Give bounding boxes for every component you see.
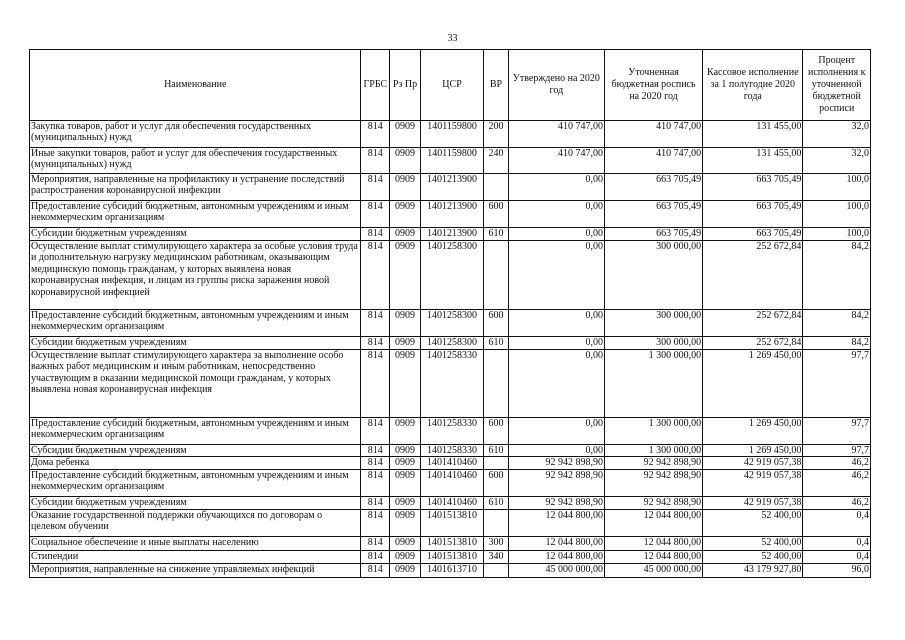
row-percent: 97,7 [803, 445, 871, 457]
header-cash: Кассовое исполнение за 1 полугодие 2020 года [703, 50, 803, 121]
row-vr: 610 [484, 228, 509, 241]
row-name: Предоставление субсидий бюджетным, автономным учреждениям и иным некоммерческим организациям [30, 469, 361, 496]
header-row [30, 50, 871, 121]
table-row [30, 445, 871, 457]
row-name: Мероприятия, направленные на профилактику и устранение последствий распространения коронавирусной инфекции [30, 174, 361, 201]
row-csr: 1401613710 [420, 563, 483, 577]
row-percent: 46,2 [803, 457, 871, 469]
row-approved: 410 747,00 [508, 121, 604, 148]
row-percent: 0,4 [803, 536, 871, 550]
row-csr: 1401410460 [420, 496, 483, 509]
row-name: Осуществление выплат стимулирующего характера за выполнение особо важных работ медицинским и иным работникам, непосредственно участвующим в оказании медицинской помощи гражданам, у которых выявлена новая коронавирусная инфекция [30, 350, 361, 418]
row-cash: 1 269 450,00 [703, 418, 803, 445]
row-vr [484, 457, 509, 469]
row-grbs: 814 [361, 550, 390, 563]
row-csr: 1401213900 [420, 228, 483, 241]
table-row [30, 310, 871, 337]
row-grbs: 814 [361, 496, 390, 509]
row-vr: 340 [484, 550, 509, 563]
row-grbs: 814 [361, 563, 390, 577]
table-row [30, 241, 871, 310]
row-name: Оказание государственной поддержки обучающихся по договорам о целевом обучении [30, 509, 361, 536]
header-rzpr: Рз Пр [390, 50, 421, 121]
budget-table [29, 49, 871, 578]
row-percent: 100,0 [803, 228, 871, 241]
page-number: 33 [447, 33, 458, 44]
table-row [30, 457, 871, 469]
row-vr [484, 563, 509, 577]
row-percent: 97,7 [803, 350, 871, 418]
row-refined: 300 000,00 [604, 337, 702, 350]
row-vr: 610 [484, 445, 509, 457]
row-rzpr: 0909 [390, 496, 421, 509]
row-csr: 1401513810 [420, 536, 483, 550]
row-cash: 252 672,84 [703, 241, 803, 310]
row-grbs: 814 [361, 228, 390, 241]
row-approved: 0,00 [508, 418, 604, 445]
row-name: Социальное обеспечение и иные выплаты населению [30, 536, 361, 550]
row-rzpr: 0909 [390, 563, 421, 577]
row-rzpr: 0909 [390, 469, 421, 496]
row-vr: 600 [484, 469, 509, 496]
table-row [30, 174, 871, 201]
row-refined: 663 705,49 [604, 174, 702, 201]
header-percent: Процент исполнения к уточненной бюджетной росписи [803, 50, 871, 121]
row-vr [484, 241, 509, 310]
row-refined: 663 705,49 [604, 228, 702, 241]
row-percent: 84,2 [803, 241, 871, 310]
row-name: Дома ребенка [30, 457, 361, 469]
row-refined: 300 000,00 [604, 310, 702, 337]
table-body [30, 121, 871, 578]
row-refined: 45 000 000,00 [604, 563, 702, 577]
table-row [30, 228, 871, 241]
row-csr: 1401213900 [420, 201, 483, 228]
row-percent: 100,0 [803, 201, 871, 228]
row-percent: 46,2 [803, 469, 871, 496]
row-csr: 1401258330 [420, 350, 483, 418]
row-name: Субсидии бюджетным учреждениям [30, 445, 361, 457]
table-row [30, 121, 871, 148]
row-rzpr: 0909 [390, 148, 421, 174]
row-grbs: 814 [361, 337, 390, 350]
table-row [30, 350, 871, 418]
row-approved: 0,00 [508, 310, 604, 337]
row-cash: 663 705,49 [703, 201, 803, 228]
table-row [30, 148, 871, 174]
table-row [30, 509, 871, 536]
row-cash: 1 269 450,00 [703, 445, 803, 457]
row-refined: 1 300 000,00 [604, 445, 702, 457]
row-refined: 92 942 898,90 [604, 469, 702, 496]
row-vr [484, 350, 509, 418]
row-name: Осуществление выплат стимулирующего характера за особые условия труда и дополнительную нагрузку медицинским работникам, оказывающим медицинскую помощь гражданам, у которых выявлена новая коронавирусная инфекция, и лицам из группы риска заражения новой коронавирусной инфекцией [30, 241, 361, 310]
table-row [30, 418, 871, 445]
row-refined: 12 044 800,00 [604, 509, 702, 536]
row-cash: 52 400,00 [703, 550, 803, 563]
row-grbs: 814 [361, 509, 390, 536]
row-vr: 600 [484, 201, 509, 228]
row-refined: 92 942 898,90 [604, 496, 702, 509]
row-vr: 600 [484, 310, 509, 337]
row-approved: 12 044 800,00 [508, 509, 604, 536]
header-refined: Уточненная бюджетная роспись на 2020 год [604, 50, 702, 121]
row-refined: 12 044 800,00 [604, 536, 702, 550]
row-percent: 32,0 [803, 121, 871, 148]
row-cash: 43 179 927,80 [703, 563, 803, 577]
row-cash: 131 455,00 [703, 121, 803, 148]
row-approved: 0,00 [508, 228, 604, 241]
row-name: Стипендии [30, 550, 361, 563]
row-refined: 410 747,00 [604, 121, 702, 148]
row-grbs: 814 [361, 418, 390, 445]
row-csr: 1401410460 [420, 457, 483, 469]
row-grbs: 814 [361, 536, 390, 550]
header-vr: ВР [484, 50, 509, 121]
row-name: Предоставление субсидий бюджетным, автономным учреждениям и иным некоммерческим организациям [30, 201, 361, 228]
header-csr: ЦСР [420, 50, 483, 121]
row-csr: 1401258330 [420, 445, 483, 457]
row-rzpr: 0909 [390, 241, 421, 310]
table-row [30, 536, 871, 550]
row-approved: 0,00 [508, 337, 604, 350]
table-row [30, 496, 871, 509]
row-grbs: 814 [361, 174, 390, 201]
header-name: Наименование [30, 50, 361, 121]
row-cash: 42 919 057,38 [703, 457, 803, 469]
table-row [30, 469, 871, 496]
row-vr: 240 [484, 148, 509, 174]
row-cash: 52 400,00 [703, 536, 803, 550]
row-grbs: 814 [361, 457, 390, 469]
row-grbs: 814 [361, 201, 390, 228]
row-refined: 92 942 898,90 [604, 457, 702, 469]
row-percent: 84,2 [803, 310, 871, 337]
row-approved: 0,00 [508, 201, 604, 228]
row-refined: 663 705,49 [604, 201, 702, 228]
row-vr: 300 [484, 536, 509, 550]
row-rzpr: 0909 [390, 536, 421, 550]
row-csr: 1401513810 [420, 550, 483, 563]
table-row [30, 337, 871, 350]
row-grbs: 814 [361, 445, 390, 457]
row-grbs: 814 [361, 310, 390, 337]
row-approved: 12 044 800,00 [508, 550, 604, 563]
row-cash: 663 705,49 [703, 228, 803, 241]
row-approved: 45 000 000,00 [508, 563, 604, 577]
row-cash: 42 919 057,38 [703, 469, 803, 496]
row-csr: 1401258300 [420, 310, 483, 337]
row-rzpr: 0909 [390, 310, 421, 337]
row-grbs: 814 [361, 148, 390, 174]
row-name: Мероприятия, направленные на снижение управляемых инфекций [30, 563, 361, 577]
row-rzpr: 0909 [390, 201, 421, 228]
row-percent: 0,4 [803, 550, 871, 563]
row-csr: 1401159800 [420, 121, 483, 148]
row-name: Предоставление субсидий бюджетным, автономным учреждениям и иным некоммерческим организациям [30, 310, 361, 337]
row-csr: 1401213900 [420, 174, 483, 201]
row-percent: 0,4 [803, 509, 871, 536]
row-name: Субсидии бюджетным учреждениям [30, 496, 361, 509]
row-vr [484, 509, 509, 536]
row-approved: 0,00 [508, 445, 604, 457]
row-csr: 1401258330 [420, 418, 483, 445]
row-approved: 12 044 800,00 [508, 536, 604, 550]
row-approved: 0,00 [508, 350, 604, 418]
row-refined: 300 000,00 [604, 241, 702, 310]
table-row [30, 550, 871, 563]
row-grbs: 814 [361, 469, 390, 496]
row-percent: 32,0 [803, 148, 871, 174]
row-rzpr: 0909 [390, 418, 421, 445]
row-rzpr: 0909 [390, 337, 421, 350]
row-percent: 96,0 [803, 563, 871, 577]
row-grbs: 814 [361, 241, 390, 310]
header-grbs: ГРБС [361, 50, 390, 121]
row-refined: 410 747,00 [604, 148, 702, 174]
row-grbs: 814 [361, 350, 390, 418]
row-name: Закупка товаров, работ и услуг для обеспечения государственных (муниципальных) нужд [30, 121, 361, 148]
table-row [30, 201, 871, 228]
row-cash: 42 919 057,38 [703, 496, 803, 509]
row-grbs: 814 [361, 121, 390, 148]
table-row [30, 563, 871, 577]
row-cash: 252 672,84 [703, 337, 803, 350]
row-vr: 200 [484, 121, 509, 148]
row-rzpr: 0909 [390, 350, 421, 418]
row-percent: 84,2 [803, 337, 871, 350]
row-rzpr: 0909 [390, 174, 421, 201]
row-name: Субсидии бюджетным учреждениям [30, 337, 361, 350]
row-approved: 92 942 898,90 [508, 457, 604, 469]
row-rzpr: 0909 [390, 509, 421, 536]
row-csr: 1401258300 [420, 337, 483, 350]
row-refined: 1 300 000,00 [604, 350, 702, 418]
row-cash: 52 400,00 [703, 509, 803, 536]
row-rzpr: 0909 [390, 228, 421, 241]
row-name: Предоставление субсидий бюджетным, автономным учреждениям и иным некоммерческим организациям [30, 418, 361, 445]
row-name: Иные закупки товаров, работ и услуг для обеспечения государственных (муниципальных) нужд [30, 148, 361, 174]
row-cash: 663 705,49 [703, 174, 803, 201]
row-percent: 100,0 [803, 174, 871, 201]
row-vr: 610 [484, 337, 509, 350]
row-name: Субсидии бюджетным учреждениям [30, 228, 361, 241]
row-rzpr: 0909 [390, 550, 421, 563]
header-approved: Утверждено на 2020 год [508, 50, 604, 121]
row-approved: 410 747,00 [508, 148, 604, 174]
row-refined: 1 300 000,00 [604, 418, 702, 445]
row-vr [484, 174, 509, 201]
row-approved: 92 942 898,90 [508, 469, 604, 496]
row-approved: 0,00 [508, 241, 604, 310]
row-csr: 1401410460 [420, 469, 483, 496]
row-vr: 600 [484, 418, 509, 445]
row-cash: 252 672,84 [703, 310, 803, 337]
row-csr: 1401159800 [420, 148, 483, 174]
row-approved: 0,00 [508, 174, 604, 201]
row-percent: 97,7 [803, 418, 871, 445]
row-rzpr: 0909 [390, 445, 421, 457]
row-percent: 46,2 [803, 496, 871, 509]
row-vr: 610 [484, 496, 509, 509]
row-refined: 12 044 800,00 [604, 550, 702, 563]
row-cash: 131 455,00 [703, 148, 803, 174]
row-cash: 1 269 450,00 [703, 350, 803, 418]
row-csr: 1401258300 [420, 241, 483, 310]
row-csr: 1401513810 [420, 509, 483, 536]
row-rzpr: 0909 [390, 457, 421, 469]
row-rzpr: 0909 [390, 121, 421, 148]
row-approved: 92 942 898,90 [508, 496, 604, 509]
